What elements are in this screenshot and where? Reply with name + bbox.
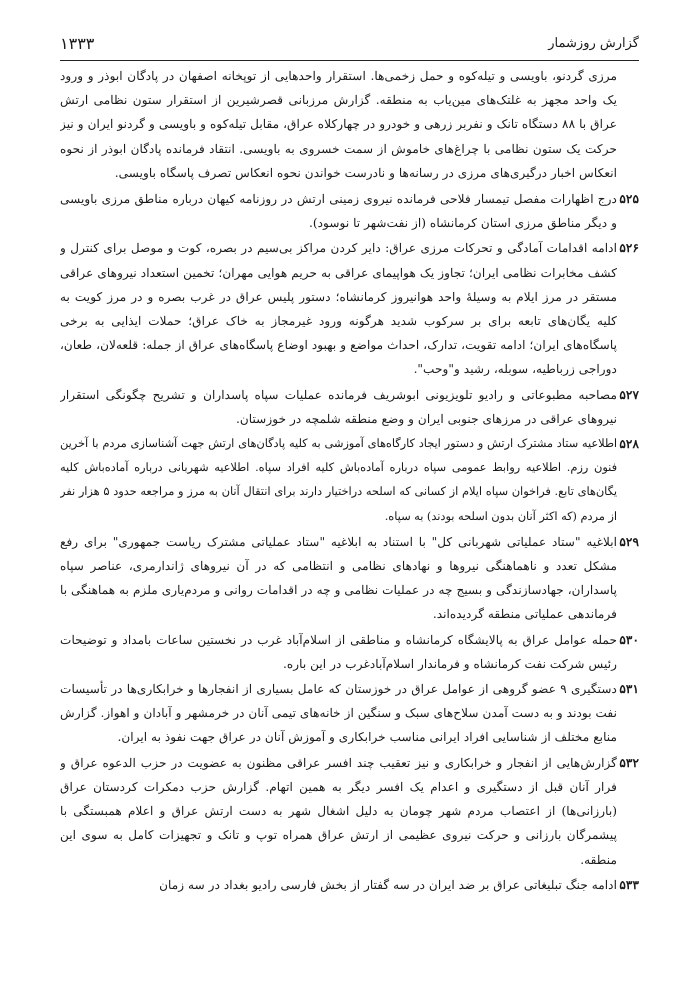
body-text bbox=[60, 64, 639, 986]
entry-text: ابلاغیه "ستاد عملیاتی شهربانی کل" با استناد به ابلاغیه "ستاد عملیاتی مشترک ریاست جمهوری" برای رفع مشکل تعدد و ناهماهنگی نیروها و نهادهای نظامی و انتظامی که در آن نیروهای ژاندارمری، عناصر سپاه پاسداران، جهادسازندگی و بسیج چه در عملیات نظامی و چه در اقدامات روانی و مردم‌یاری ملزم به هماهنگی با فرماندهی عملیاتی منطقه گردیده‌اند. bbox=[60, 534, 617, 622]
entry-text: حمله عوامل عراق به پالایشگاه کرمانشاه و مناطقی از اسلام‌آباد غرب در نخستین ساعات بامداد و توضیحات رئیس شرکت نفت کرمانشاه و فرماندار اسلام‌آبادغرب در این باره. bbox=[60, 632, 617, 671]
entry-number: ۵۳۳ bbox=[619, 877, 639, 892]
continuation-paragraph: مرزی گردنو، باویسی و تیله‌کوه و حمل زخمی‌ها. استقرار واحدهایی از توپخانه اصفهان در پادگان ابوذر و ورود یک واحد مجهز به غلتک‌های مین‌یاب به منطقه. گزارش مرزبانی قصرشیرین از استقرار ستون نظامی ارتش عراق با ۸۸ دستگاه تانک و نفربر زرهی و خودرو در چهارکلاه عراق، مقابل تیله‌کوه و باویسی و گردنو ایران و نیز حرکت یک ستون نظامی با چراغ‌های خاموش از سمت خسروی به باویسی. انتقاد فرمانده پادگان ابوذر از نحوه انعکاس اخبار درگیری‌های مرزی در رسانه‌ها و نادرست خواندن نحوه انعکاس تصرف پاسگاه باویسی. bbox=[60, 69, 617, 180]
page-number: ۱۳۳۳ bbox=[60, 33, 95, 53]
entry-529 bbox=[60, 530, 639, 627]
entry-number: ۵۳۲ bbox=[619, 755, 639, 770]
entry-number: ۵۲۸ bbox=[619, 437, 639, 452]
running-header bbox=[60, 30, 639, 56]
entry-number: ۵۲۷ bbox=[619, 387, 639, 402]
entry-number: ۵۲۹ bbox=[619, 534, 639, 549]
entry-text: گزارش‌هایی از انفجار و خرابکاری و نیز تعقیب چند افسر عراقی مظنون به عضویت در حزب الدعوه عراق و فرار آنان قبل از دستگیری و اعدام یک افسر دیگر به همین اتهام. گزارش حزب دمکرات کردستان عراق (بارزانی‌ها) از اعتصاب مردم شهر چومان به دلیل اشغال شهر به دست ارتش عراق و اعلام همبستگی با پیشمرگان بارزانی و حرکت نیروی عظیمی از ارتش عراق همراه توپ و تانک و تجهیزات کامل به سوی این منطقه. bbox=[60, 755, 617, 867]
entry-text: درج اظهارات مفصل تیمسار فلاحی فرمانده نیروی زمینی ارتش در روزنامه کیهان درباره مناطق مرزی باویسی و دیگر مناطق مرزی استان کرمانشاه (از نفت‌شهر تا نوسود). bbox=[60, 192, 617, 231]
entry-text: ادامه اقدامات آمادگی و تحرکات مرزی عراق: دایر کردن مراکز بی‌سیم در بصره، کوت و موصل برای کنترل و کشف مخابرات نظامی ایران؛ تجاوز یک هواپیمای عراقی به حریم هوایی مهران؛ تخمین استعداد نیروهای عراقی مستقر در مرز ایلام به وسیلهٔ واحد هوانیروز کرمانشاه؛ دستور پلیس عراق در غرب بصره و در مرز کویت به کلیه یگان‌های تابعه برای بر سرکوب شدید هرگونه ورود غیرمجاز به خاک عراق؛ حملات ایذایی به برخی پاسگاه‌های ایران؛ ادامه تقویت، تدارک، احداث مواضع و بهبود اوضاع پاسگاه‌های عراق از جمله: قلعه‌لان، طعان، دوراجی زرباطیه، سوبله، رشید و"وحب". bbox=[60, 241, 617, 377]
entry-text: مصاحبه مطبوعاتی و رادیو تلویزیونی ابوشریف فرمانده عملیات سپاه پاسداران و تشریح چگونگی استقرار نیروهای عراقی در مرزهای جنوبی ایران و وضع منطقه شلمچه در خوزستان. bbox=[60, 387, 617, 426]
entry-528 bbox=[60, 432, 639, 529]
entry-525 bbox=[60, 187, 639, 235]
entry-526 bbox=[60, 236, 639, 381]
entry-number: ۵۲۶ bbox=[619, 241, 639, 256]
entry-text: اطلاعیه ستاد مشترک ارتش و دستور ایجاد کارگاه‌های آموزشی به کلیه پادگان‌های ارتش جهت آشناسازی مردم با آخرین فنون رزم. اطلاعیه روابط عمومی سپاه درباره آماده‌باش کلیه افراد سپاه. اطلاعیه شهربانی درباره آماده‌باش کلیه یگان‌های تابع. فراخوان سپاه ایلام از کسانی که اسلحه دراختیار دارند برای انتقال آنان به مرز و مراجعه حدود ۵ هزار نفر از مردم (که اکثر آنان بدون اسلحه بودند) به سپاه. bbox=[60, 437, 617, 523]
entry-number: ۵۳۰ bbox=[619, 632, 639, 647]
entry-531 bbox=[60, 677, 639, 750]
entry-533 bbox=[60, 873, 639, 897]
entry-532 bbox=[60, 751, 639, 872]
entry-text: دستگیری ۹ عضو گروهی از عوامل عراق در خوزستان که عامل بسیاری از انفجارها و خرابکاری‌ها در تأسیسات نفت بودند و به دست آمدن سلاح‌های سبک و سنگین از خانه‌های تیمی آنان در خرمشهر و آبادان و اهواز. گزارش منابع مختلف از شناسایی افراد ایرانی مناسب خرابکاری و آموزش آنان در عراق جهت نفوذ به ایران. bbox=[60, 682, 617, 745]
entry-text: ادامه جنگ تبلیغاتی عراق بر ضد ایران در سه گفتار از بخش فارسی رادیو بغداد در سه زمان bbox=[159, 877, 617, 892]
header-rule bbox=[60, 60, 639, 61]
entry-527 bbox=[60, 383, 639, 431]
running-title: گزارش روزشمار bbox=[548, 35, 639, 51]
entry-530 bbox=[60, 628, 639, 676]
entry-number: ۵۳۱ bbox=[619, 682, 639, 697]
entry-number: ۵۲۵ bbox=[619, 192, 639, 207]
